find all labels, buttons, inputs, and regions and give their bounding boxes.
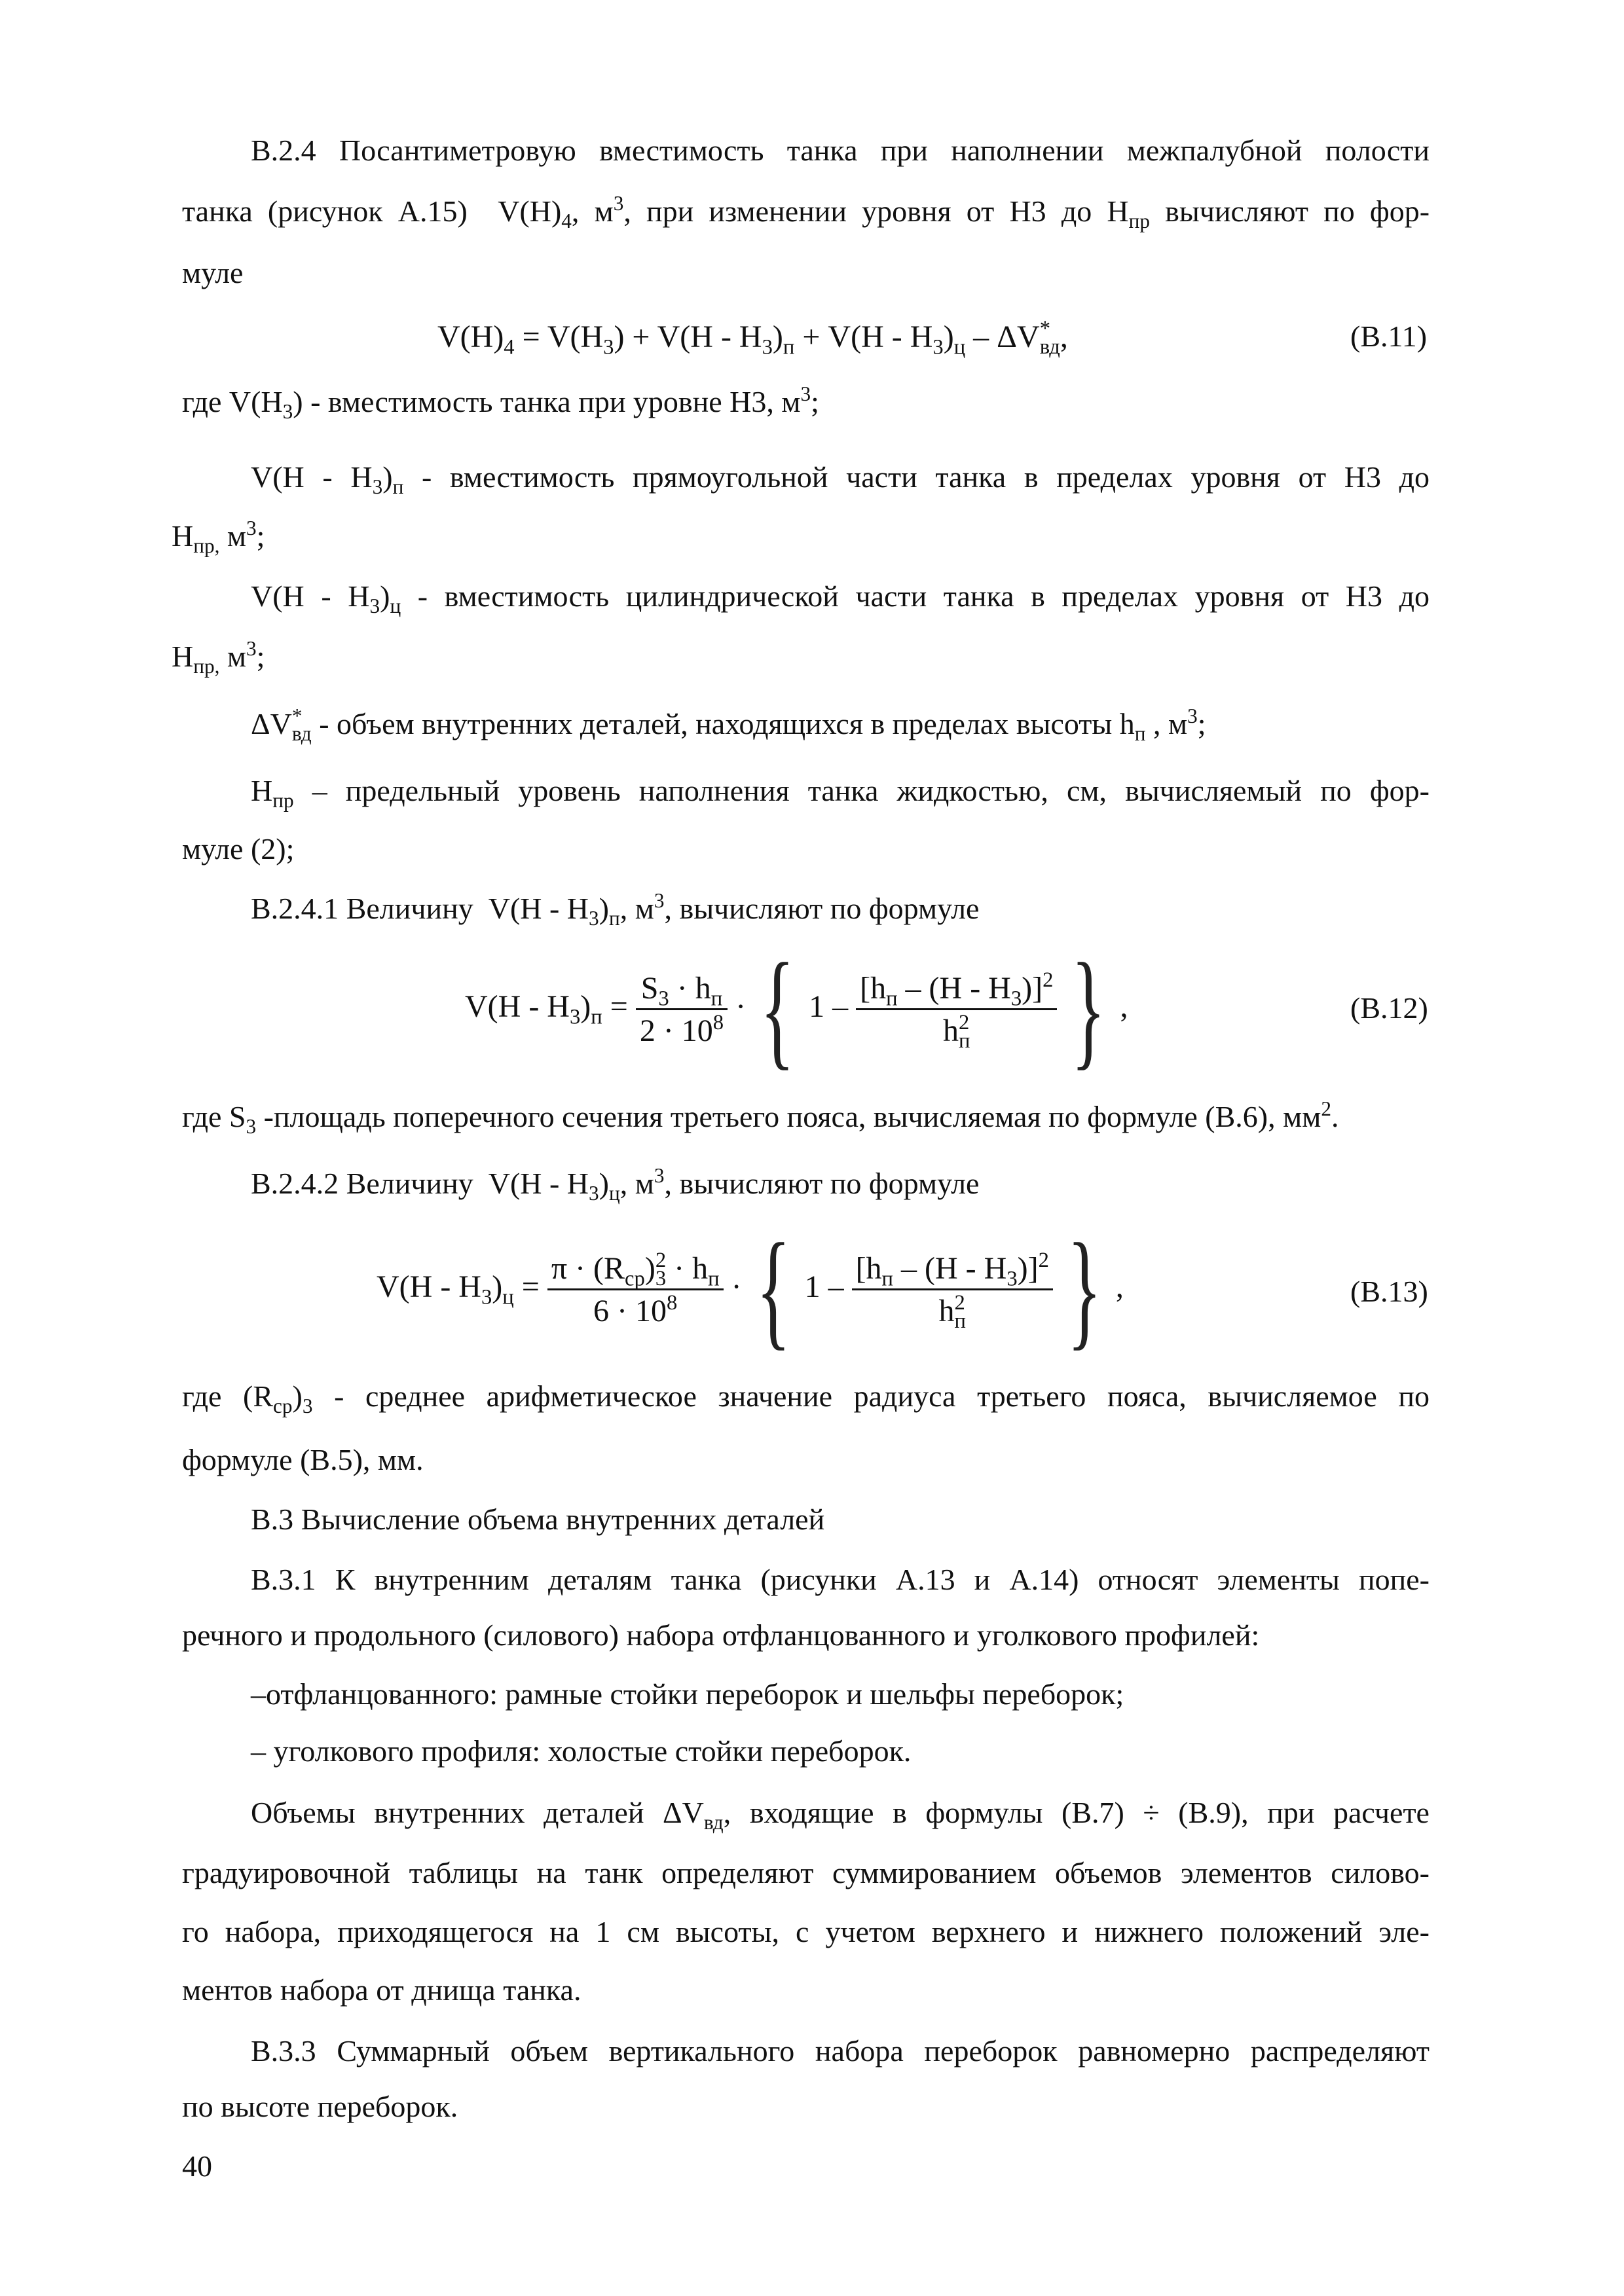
equation-number-b13: (В.13) (1350, 1275, 1428, 1308)
where-s3: где $S_3$ -площадь поперечного сечения третьего пояса, вычисляемая по формуле (В.6), $мм^2$. (182, 1097, 1339, 1138)
where-v-cyl-line2: $Н_{пр,}$ $м^3$; (172, 636, 265, 678)
paragraph-b24-line1: В.2.4 Посантиметровую вместимость танка при наполнении межпалубной полости (251, 134, 1430, 167)
paragraph-b32-line2: градуировочной таблицы на танк определяют суммированием объемов элементов силово- (182, 1856, 1430, 1889)
paragraph-b33-line2: по высоте переборок. (182, 2090, 458, 2123)
formula-b12: $V(H - H_3)_п$ = $\frac{S_3 \cdot h_п}{2 \cdot 10^8}$ · { 1 – $\frac{[h_п - (H - H_3)]^2}{h^2_п}$ } , (465, 937, 1128, 1082)
right-brace-b12: } (1071, 937, 1106, 1082)
where-rcp3-line2: формуле (В.5), мм. (182, 1443, 424, 1476)
section-heading-b3: В.3 Вычисление объема внутренних деталей (251, 1503, 825, 1536)
fraction-b13-main: $\frac{\pi \cdot (R_{ср})^2_3 \cdot h_п}{6 \cdot 10^8}$ (547, 1253, 724, 1327)
equation-number-b11: (В.11) (1350, 319, 1428, 353)
list-item-flanged: –отфланцованного: рамные стойки переборок и шельфы переборок; (251, 1677, 1124, 1711)
paragraph-b24-line2: танка (рисунок А.15) $V(H)_4$, $м^3$, при изменении уровня от Н3 до $Н_{пр}$ вычисляют по фор- (182, 191, 1430, 232)
where-v-cyl-line1: $V(H - H_3)_ц$ - вместимость цилиндрической части танка в пределах уровня от Н3 до (251, 579, 1430, 617)
fraction-b13-inner: $\frac{[h_п - (H - H_3)]^2}{h^2_п}$ (852, 1253, 1053, 1327)
paragraph-b31-line2: речного и продольного (силового) набора отфланцованного и уголкового профилей: (182, 1618, 1260, 1652)
equation-number-b12: (В.12) (1350, 991, 1428, 1025)
formula-b11: $V(H)_4 = V(H_3) + V(H - H_3)_п + V(H - H_3)_ц - \Delta V^*_{вд}$, (437, 317, 1068, 359)
where-rcp3-line1: где $(R_{ср})_3$ - среднее арифметическое значение радиуса третьего пояса, вычисляемое по (182, 1379, 1430, 1417)
left-brace-b13: { (756, 1217, 790, 1362)
fraction-b12-main: $\frac{S_3 \cdot h_п}{2 \cdot 10^8}$ (636, 973, 728, 1047)
left-brace-b12: { (760, 937, 795, 1082)
where-v-rect-line2: $Н_{пр,}$ $м^3$; (172, 516, 265, 557)
paragraph-b32-line1: Объемы внутренних деталей $\Delta V_{вд}$, входящие в формулы (В.7) ÷ (В.9), при расчете (251, 1796, 1430, 1834)
right-brace-b13: } (1067, 1217, 1102, 1362)
paragraph-b32-line3: го набора, приходящегося на 1 см высоты, с учетом верхнего и нижнего положений эле- (182, 1915, 1430, 1948)
where-hpr-line1: $Н_{пр}$ – предельный уровень наполнения танка жидкостью, см, вычисляемый по фор- (251, 774, 1430, 812)
paragraph-b32-line4: ментов набора от днища танка. (182, 1973, 581, 2007)
page-number: 40 (182, 2149, 212, 2183)
fraction-b12-inner: $\frac{[h_п - (H - H_3)]^2}{h^2_п}$ (856, 973, 1057, 1047)
paragraph-b242: В.2.4.2 Величину $V(H - H_3)_ц$, $м^3$, вычисляют по формуле (251, 1163, 980, 1205)
paragraph-b241: В.2.4.1 Величину $V(H - H_3)_п$, $м^3$, вычисляют по формуле (251, 888, 980, 930)
paragraph-b24-line3: муле (182, 256, 244, 289)
where-v-h3: где $V(H_3)$ - вместимость танка при уровне Н3, $м^3$; (182, 382, 819, 423)
paragraph-b31-line1: В.3.1 К внутренним деталям танка (рисунки А.13 и А.14) относят элементы попе- (251, 1563, 1430, 1596)
where-delta-v: $\Delta V^*_{вд}$ - объем внутренних деталей, находящихся в пределах высоты $h_п$ , $м^3$; (251, 704, 1206, 745)
paragraph-b33-line1: В.3.3 Суммарный объем вертикального набора переборок равномерно распределяют (251, 2034, 1430, 2068)
where-v-rect-line1: $V(H - H_3)_п$ - вместимость прямоугольной части танка в пределах уровня от Н3 до (251, 460, 1430, 498)
where-hpr-line2: муле (2); (182, 832, 295, 866)
list-item-angle: – уголкового профиля: холостые стойки переборок. (251, 1734, 912, 1768)
formula-b13: $V(H - H_3)_ц$ = $\frac{\pi \cdot (R_{ср})^2_3 \cdot h_п}{6 \cdot 10^8}$ · { 1 – $\frac{[h_п - (H - H_3)]^2}{h^2_п}$ } , (377, 1217, 1124, 1362)
